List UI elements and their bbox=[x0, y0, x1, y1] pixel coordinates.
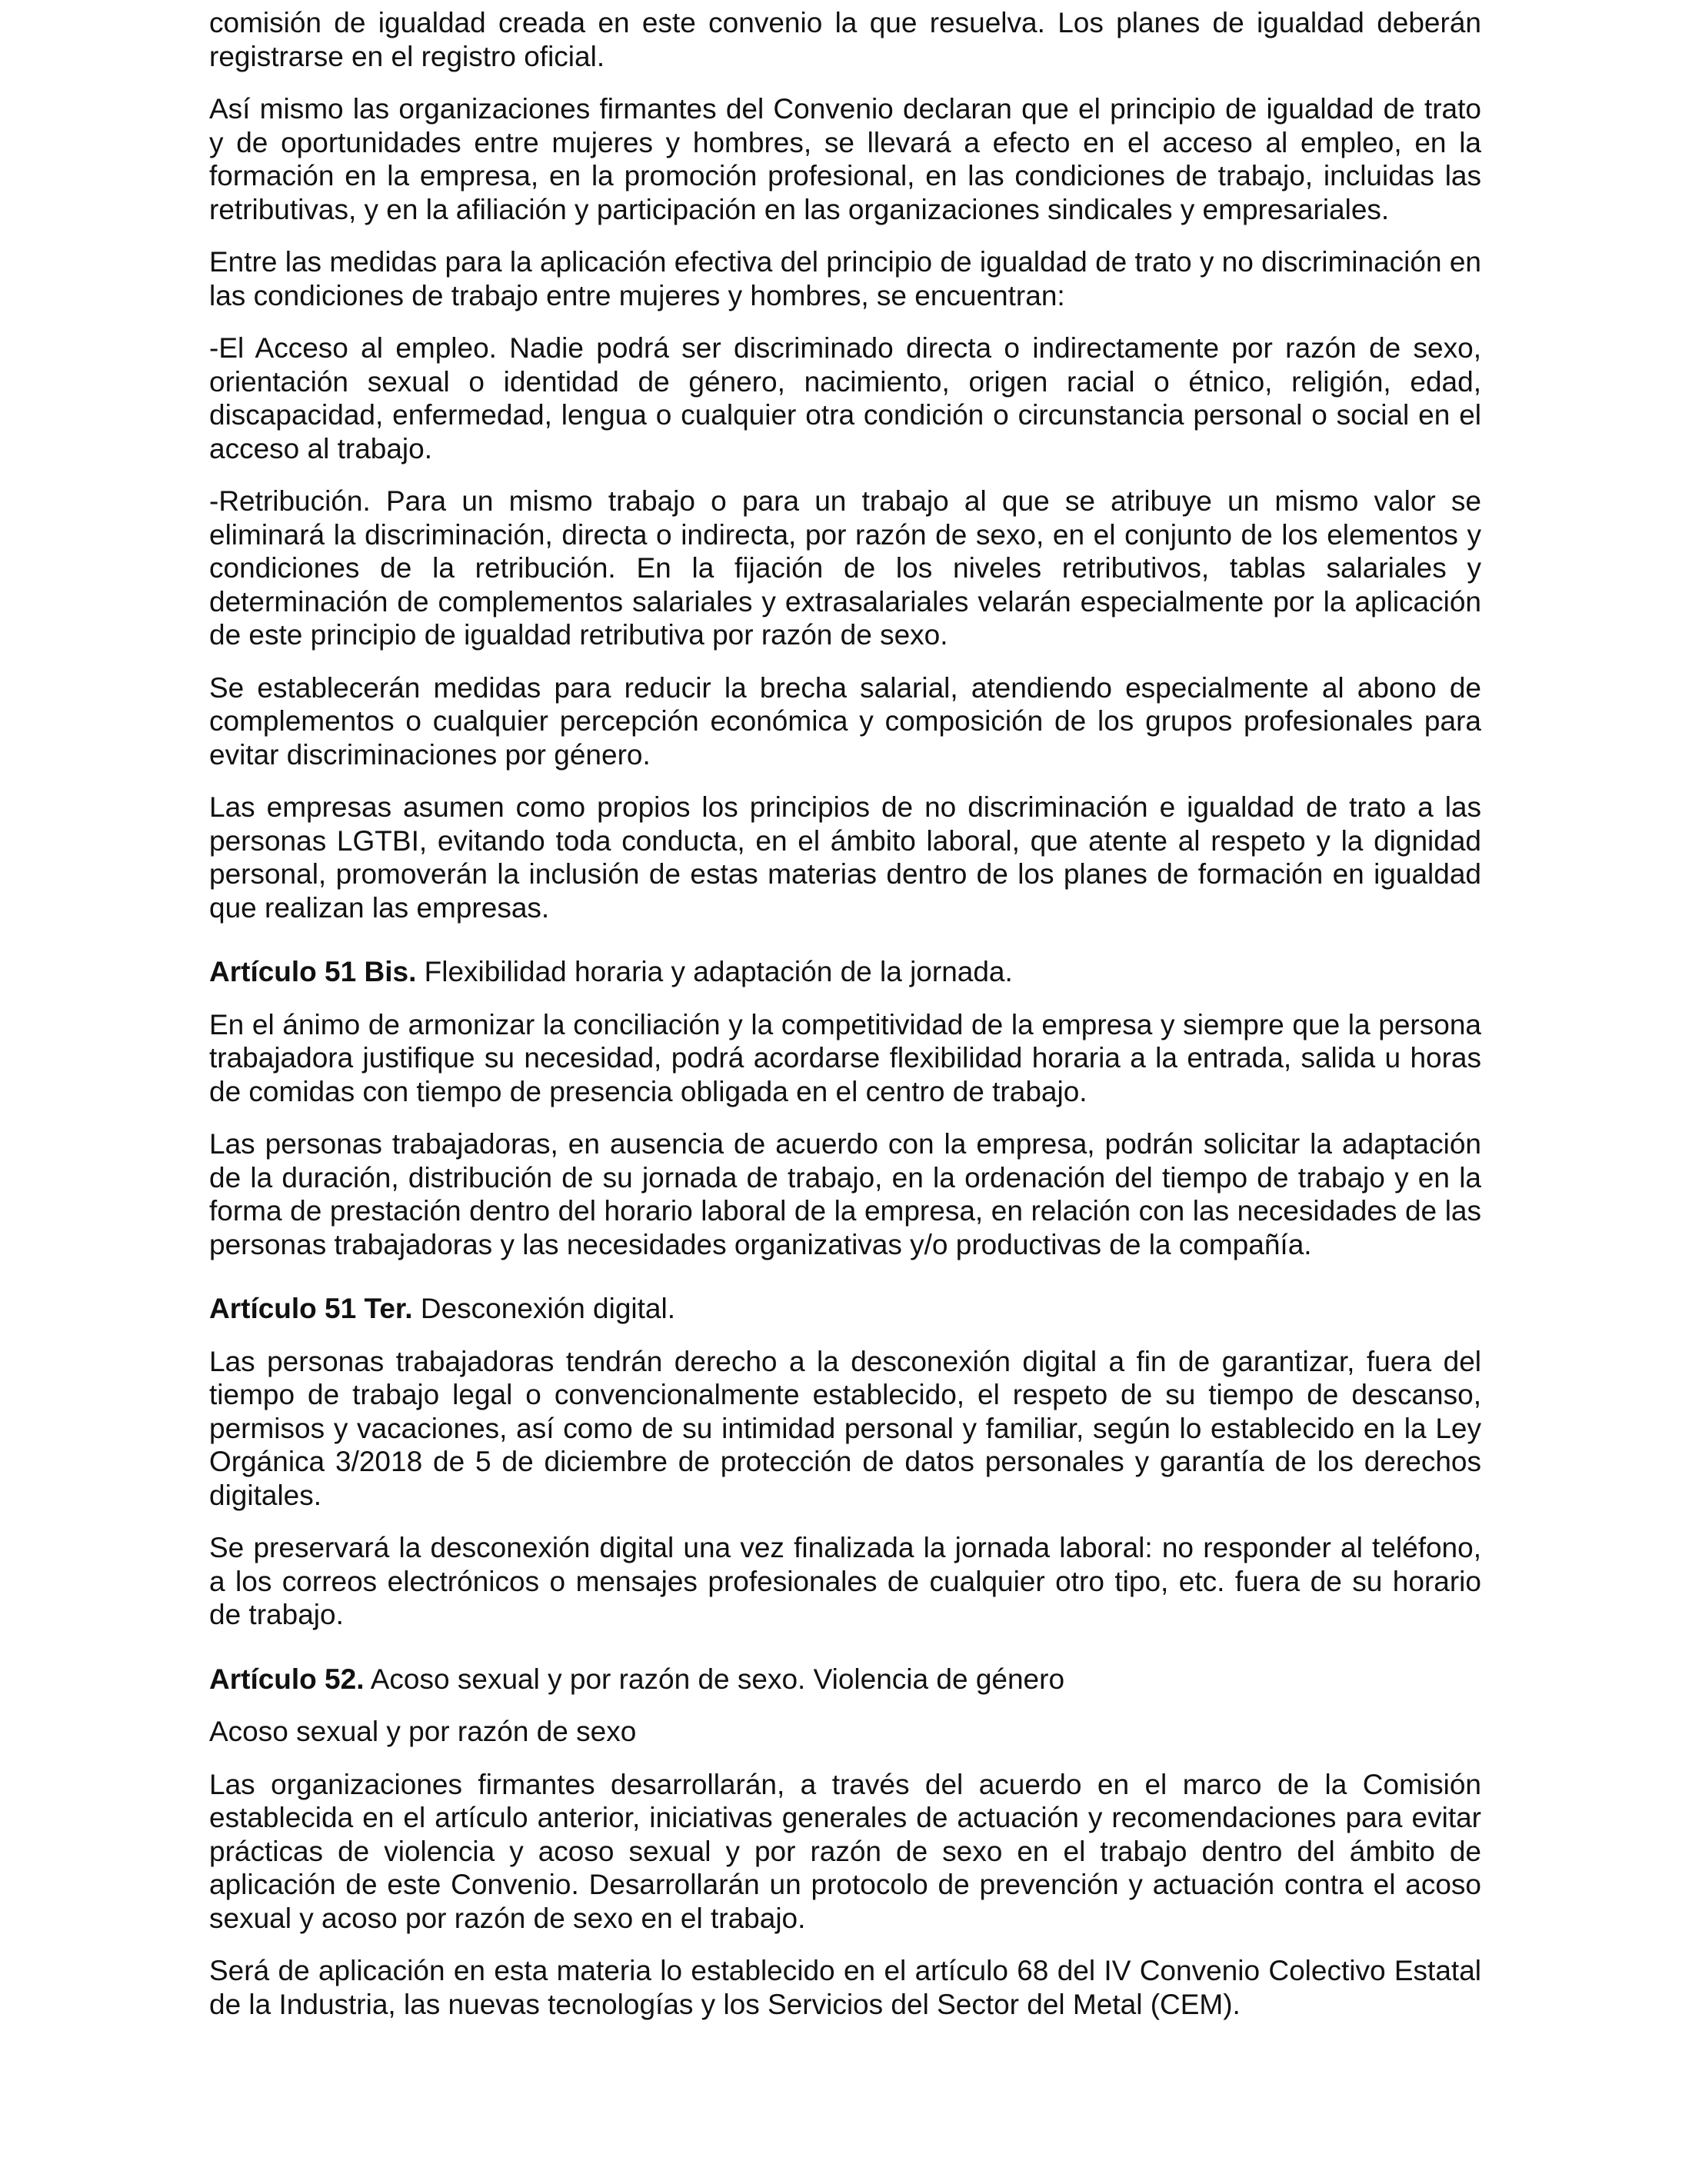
article-number: Artículo 52. bbox=[209, 1663, 365, 1695]
article-heading bbox=[209, 1663, 1481, 1696]
paragraph: Entre las medidas para la aplicación efectiva del principio de igualdad de trato y no discriminación en las condiciones de trabajo entre mujeres y hombres, se encuentran: bbox=[209, 246, 1481, 311]
paragraph: Se preservará la desconexión digital una vez finalizada la jornada laboral: no responder al teléfono, a los correos electrónicos o mensajes profesionales de cualquier otro tipo, etc. fuera de su horario de trabajo. bbox=[209, 1532, 1481, 1630]
document-page bbox=[209, 6, 1481, 2040]
article-title: Flexibilidad horaria y adaptación de la jornada. bbox=[424, 956, 1013, 987]
paragraph: Las personas trabajadoras tendrán derecho a la desconexión digital a fin de garantizar, fuera del tiempo de trabajo legal o convencionalmente establecido, el respeto de su tiempo de descanso, permisos y vacaciones, así como de su intimidad personal y familiar, según lo establecido en la Ley Orgánica 3/2018 de 5 de diciembre de protección de datos personales y garantía de los derechos digitales. bbox=[209, 1345, 1481, 1511]
paragraph: Las organizaciones firmantes desarrollarán, a través del acuerdo en el marco de la Comisión establecida en el artículo anterior, iniciativas generales de actuación y recomendaciones para evitar prácticas de violencia y acoso sexual y por razón de sexo en el trabajo dentro del ámbito de aplicación de este Convenio. Desarrollarán un protocolo de prevención y actuación contra el acoso sexual y acoso por razón de sexo en el trabajo. bbox=[209, 1768, 1481, 1934]
paragraph: -Retribución. Para un mismo trabajo o para un trabajo al que se atribuye un mismo valor se eliminará la discriminación, directa o indirecta, por razón de sexo, en el conjunto de los elementos y condiciones de la retribución. En la fijación de los niveles retributivos, tablas salariales y determinación de complementos salariales y extrasalariales velarán especialmente por la aplicación de este principio de igualdad retributiva por razón de sexo. bbox=[209, 485, 1481, 651]
paragraph: Así mismo las organizaciones firmantes del Convenio declaran que el principio de igualdad de trato y de oportunidades entre mujeres y hombres, se llevará a efecto en el acceso al empleo, en la formación en la empresa, en la promoción profesional, en las condiciones de trabajo, incluidas las retributivas, y en la afiliación y participación en las organizaciones sindicales y empresariales. bbox=[209, 93, 1481, 225]
subheading: Acoso sexual y por razón de sexo bbox=[209, 1716, 637, 1747]
article-title: Desconexión digital. bbox=[420, 1293, 675, 1324]
paragraph: Las personas trabajadoras, en ausencia de acuerdo con la empresa, podrán solicitar la adaptación de la duración, distribución de su jornada de trabajo, en la ordenación del tiempo de trabajo y en la forma de prestación dentro del horario laboral de la empresa, en relación con las necesidades de las personas trabajadoras y las necesidades organizativas y/o productivas de la compañía. bbox=[209, 1128, 1481, 1260]
article-heading bbox=[209, 1292, 1481, 1326]
paragraph: -El Acceso al empleo. Nadie podrá ser discriminado directa o indirectamente por razón de sexo, orientación sexual o identidad de género, nacimiento, origen racial o étnico, religión, edad, discapacidad, enfermedad, lengua o cualquier otra condición o circunstancia personal o social en el acceso al trabajo. bbox=[209, 332, 1481, 464]
article-heading bbox=[209, 955, 1481, 989]
paragraph: En el ánimo de armonizar la conciliación y la competitividad de la empresa y siempre que la persona trabajadora justifique su necesidad, podrá acordarse flexibilidad horaria a la entrada, salida u horas de comidas con tiempo de presencia obligada en el centro de trabajo. bbox=[209, 1008, 1481, 1107]
article-title: Acoso sexual y por razón de sexo. Violencia de género bbox=[370, 1663, 1065, 1695]
paragraph: comisión de igualdad creada en este convenio la que resuelva. Los planes de igualdad deberán registrarse en el registro oficial. bbox=[209, 7, 1481, 72]
paragraph: Será de aplicación en esta materia lo establecido en el artículo 68 del IV Convenio Colectivo Estatal de la Industria, las nuevas tecnologías y los Servicios del Sector del Metal (CEM). bbox=[209, 1955, 1481, 2020]
article-number: Artículo 51 Ter. bbox=[209, 1293, 413, 1324]
paragraph: Se establecerán medidas para reducir la brecha salarial, atendiendo especialmente al abono de complementos o cualquier percepción económica y composición de los grupos profesionales para evitar discriminaciones por género. bbox=[209, 671, 1481, 771]
article-number: Artículo 51 Bis. bbox=[209, 956, 417, 987]
paragraph: Las empresas asumen como propios los principios de no discriminación e igualdad de trato a las personas LGTBI, evitando toda conducta, en el ámbito laboral, que atente al respeto y la dignidad personal, promoverán la inclusión de estas materias dentro de los planes de formación en igualdad que realizan las empresas. bbox=[209, 791, 1481, 924]
